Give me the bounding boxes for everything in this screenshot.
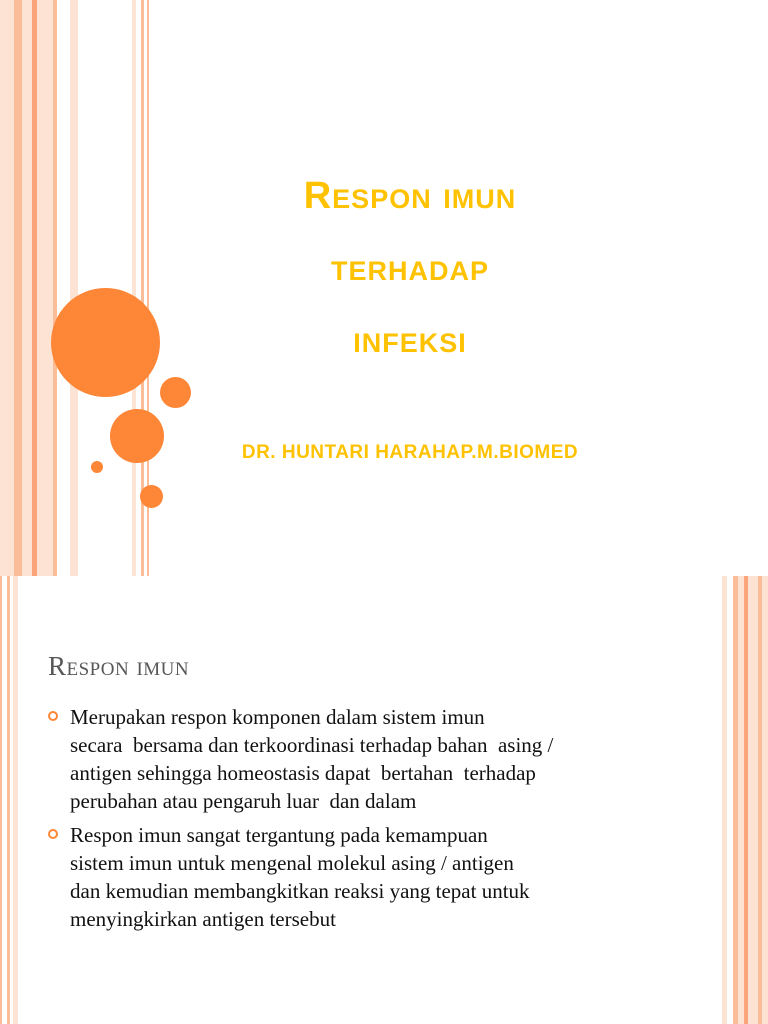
decorative-stripe: [22, 0, 32, 576]
bullet-text-line: perubahan atau pengaruh luar dan dalam: [70, 789, 417, 813]
title-line: terhadap: [330, 247, 489, 289]
bullet-text-line: menyingkirkan antigen tersebut: [70, 907, 336, 931]
decorative-stripe: [13, 576, 18, 1024]
bullet-text-line: sistem imun untuk mengenal molekul asing / antigen: [70, 851, 514, 875]
decorative-stripe: [14, 0, 22, 576]
decorative-stripe: [70, 0, 78, 576]
decorative-circle: [51, 288, 160, 397]
decorative-stripe: [762, 576, 768, 1024]
decorative-stripe: [53, 0, 57, 576]
bullet-text-line: Respon imun sangat tergantung pada kemampuan: [70, 823, 488, 847]
list-item: [46, 703, 686, 815]
title-line: Respon imun: [303, 175, 517, 217]
decorative-stripe: [7, 576, 10, 1024]
decorative-stripe: [37, 0, 53, 576]
title-line: infeksi: [353, 319, 467, 361]
decorative-circle: [110, 409, 164, 463]
list-item: [46, 821, 686, 933]
bullet-list: [46, 703, 686, 939]
decorative-stripe: [722, 576, 727, 1024]
section-heading: Respon imun: [48, 651, 190, 681]
decorative-circle: [140, 485, 163, 508]
decorative-stripe: [748, 576, 758, 1024]
decorative-circle: [91, 461, 103, 473]
decorative-stripe: [0, 0, 14, 576]
decorative-circle: [160, 377, 191, 408]
bullet-text-line: antigen sehingga homeostasis dapat bertahan terhadap: [70, 761, 536, 785]
author-subtitle: DR. HUNTARI HARAHAP.M.BIOMED: [241, 442, 579, 463]
bullet-text-line: Merupakan respon komponen dalam sistem imun: [70, 705, 485, 729]
bullet-text-line: dan kemudian membangkitkan reaksi yang tepat untuk: [70, 879, 530, 903]
ring-bullet-icon: [48, 711, 58, 721]
ring-bullet-icon: [48, 829, 58, 839]
slide-title: [200, 160, 620, 376]
decorative-stripe: [0, 576, 2, 1024]
decorative-stripe: [132, 0, 136, 576]
bullet-text-line: secara bersama dan terkoordinasi terhadap bahan asing /: [70, 733, 554, 757]
